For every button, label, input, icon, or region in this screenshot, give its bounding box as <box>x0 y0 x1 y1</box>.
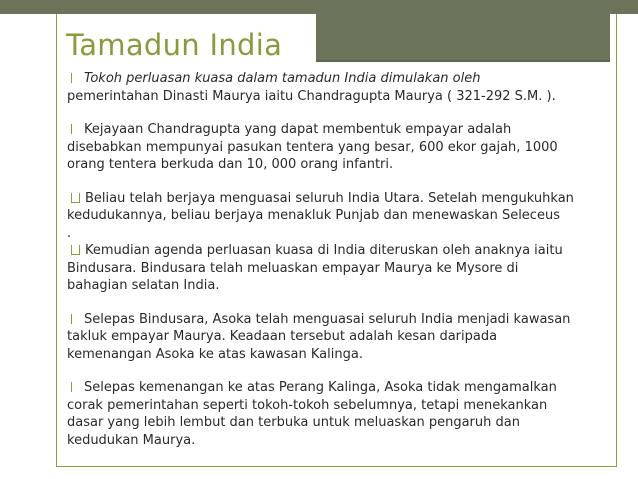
paragraph-2-line-1: Kejayaan Chandragupta yang dapat membentuk empayar adalah <box>84 122 512 137</box>
paragraph-3-rest: kedudukannya, beliau berjaya menakluk Punjab dan menewaskan Seleceus . <box>67 208 560 241</box>
paragraph-6-line-1: Selepas kemenangan ke atas Perang Kalinga, Asoka tidak mengamalkan <box>84 380 557 395</box>
paragraph-1-rest: pemerintahan Dinasti Maurya iaitu Chandragupta Maurya ( 321-292 S.M. ). <box>67 88 556 104</box>
paragraph-4-rest: Bindusara. Bindusara telah meluaskan empayar Maurya ke Mysore di bahagian selatan India. <box>67 260 519 293</box>
bullet-icon <box>71 245 80 255</box>
bullet-icon <box>71 193 80 203</box>
paragraph-3-line-1: Beliau telah berjaya menguasai seluruh India Utara. Setelah mengukuhkan <box>85 190 574 206</box>
paragraph-4-line-1: Kemudian agenda perluasan kuasa di India diteruskan oleh anaknya iaitu <box>85 243 563 258</box>
paragraph-5 <box>67 311 612 364</box>
paragraph-6 <box>67 379 612 449</box>
header-image-placeholder <box>316 0 610 62</box>
bullet-icon <box>71 382 79 392</box>
bullet-icon <box>71 314 79 324</box>
bullet-icon <box>71 124 79 134</box>
bullet-icon <box>71 73 79 83</box>
paragraph-3 <box>67 190 612 243</box>
paragraph-5-rest: takluk empayar Maurya. Keadaan tersebut adalah kesan daripada kemenangan Asoka ke atas kawasan Kalinga. <box>67 329 498 362</box>
paragraph-2 <box>67 121 612 174</box>
paragraph-1 <box>67 70 612 105</box>
paragraph-1-line-1: Tokoh perluasan kuasa dalam tamadun India dimulakan oleh <box>84 71 481 86</box>
paragraph-2-rest: disebabkan mempunyai pasukan tentera yang besar, 600 ekor gajah, 1000 orang tentera berkuda dan 10, 000 orang infantri. <box>67 139 558 172</box>
slide-body <box>67 70 612 449</box>
slide-title: Tamadun India <box>66 28 283 62</box>
paragraph-5-line-1: Selepas Bindusara, Asoka telah menguasai seluruh India menjadi kawasan <box>84 311 571 327</box>
paragraph-4 <box>67 242 612 295</box>
paragraph-6-rest: corak pemerintahan seperti tokoh-tokoh sebelumnya, tetapi menekankan dasar yang lebih lembut dan terbuka untuk meluaskan pengaruh dan kedudukan Maurya. <box>67 397 548 448</box>
